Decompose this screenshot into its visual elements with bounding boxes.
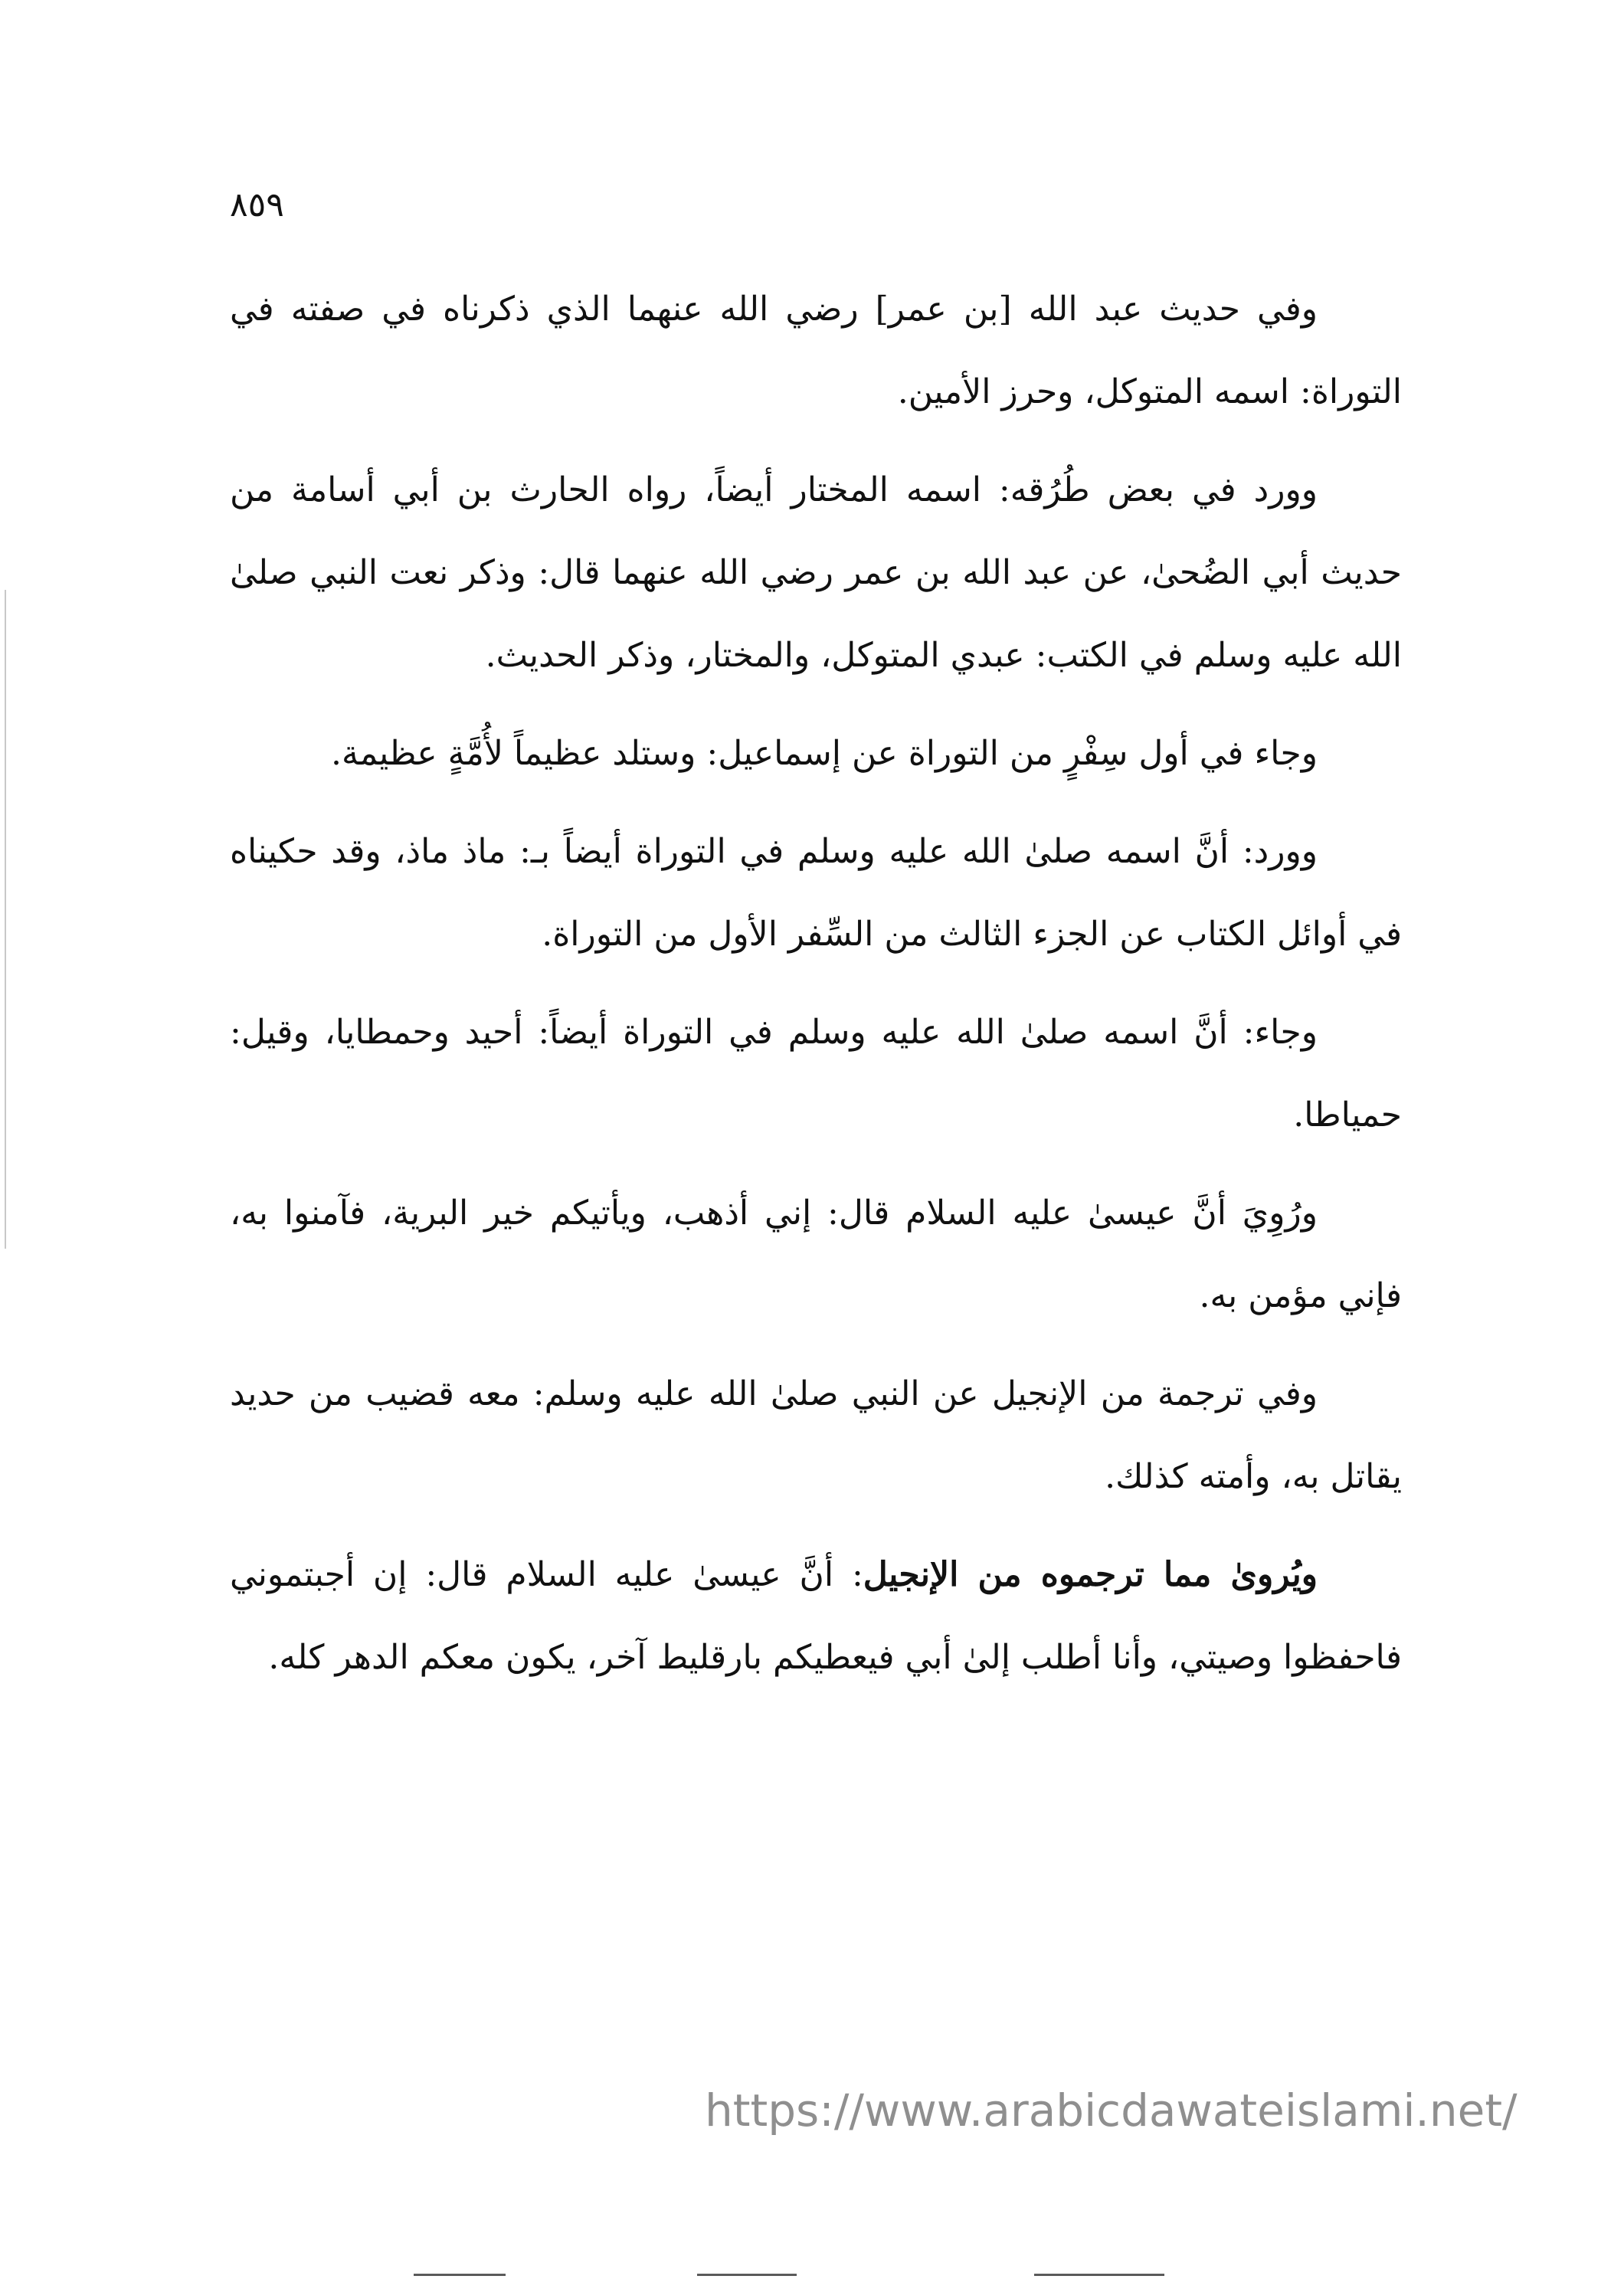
paragraph-text: وجاء: أنَّ اسمه صلىٰ الله عليه وسلم في التوراة أيضاً: أحيد وحمطايا، وقيل: حمياطا.: [230, 1013, 1402, 1135]
scan-edge-line: [5, 590, 6, 1249]
paragraph-text: وورد في بعض طُرُقه: اسمه المختار أيضاً، رواه الحارث بن أبي أسامة من حديث أبي الضُحىٰ، عن عبد الله بن عمر رضي الله عنهما قال: وذكر نعت النبي صلىٰ الله عليه وسلم في الكتب: عبدي المتوكل، والمختار، وذكر الحديث.: [230, 470, 1402, 675]
paragraph-text: وفي حديث عبد الله [بن عمر] رضي الله عنهما الذي ذكرناه في صفته في التوراة: اسمه المتوكل، وحرز الأمين.: [230, 290, 1402, 411]
paragraph-text: ورُوِيَ أنَّ عيسىٰ عليه السلام قال: إني أذهب، ويأتيكم خير البرية، فآمنوا به، فإني مؤمن به.: [230, 1194, 1402, 1315]
document-body: [230, 268, 1402, 1714]
paragraph-5: [230, 991, 1402, 1157]
paragraph-text: وفي ترجمة من الإنجيل عن النبي صلىٰ الله عليه وسلم: معه قضيب من حديد يقاتل به، وأمته كذلك.: [230, 1374, 1402, 1496]
paragraph-8: [230, 1534, 1402, 1699]
footer-rule: [1034, 2274, 1164, 2276]
paragraph-7: [230, 1353, 1402, 1518]
paragraph-3: [230, 712, 1402, 795]
paragraph-4: [230, 810, 1402, 976]
footer-rule: [697, 2274, 797, 2276]
paragraph-text: : أنَّ عيسىٰ عليه السلام قال: إن أجبتموني فاحفظوا وصيتي، وأنا أطلب إلىٰ أبي فيعطيكم بارقليط آخر، يكون معكم الدهر كله.: [230, 1555, 1402, 1677]
source-url-watermark: https://www.arabicdawateislami.net/: [705, 2084, 1518, 2137]
paragraph-text: وورد: أنَّ اسمه صلىٰ الله عليه وسلم في التوراة أيضاً بـ: ماذ ماذ، وقد حكيناه في أوائل الكتاب عن الجزء الثالث من السِّفر الأول من التوراة.: [230, 832, 1402, 954]
page-number: ٨٥٩: [230, 185, 284, 224]
paragraph-2: [230, 449, 1402, 697]
paragraph-lead: ويُروىٰ مما ترجموه من الإنجيل: [863, 1555, 1318, 1594]
paragraph-1: [230, 268, 1402, 434]
footer-rule: [414, 2274, 506, 2276]
paragraph-text: وجاء في أول سِفْرٍ من التوراة عن إسماعيل: وستلد عظيماً لأُمَّةٍ عظيمة.: [331, 734, 1318, 773]
paragraph-6: [230, 1172, 1402, 1338]
